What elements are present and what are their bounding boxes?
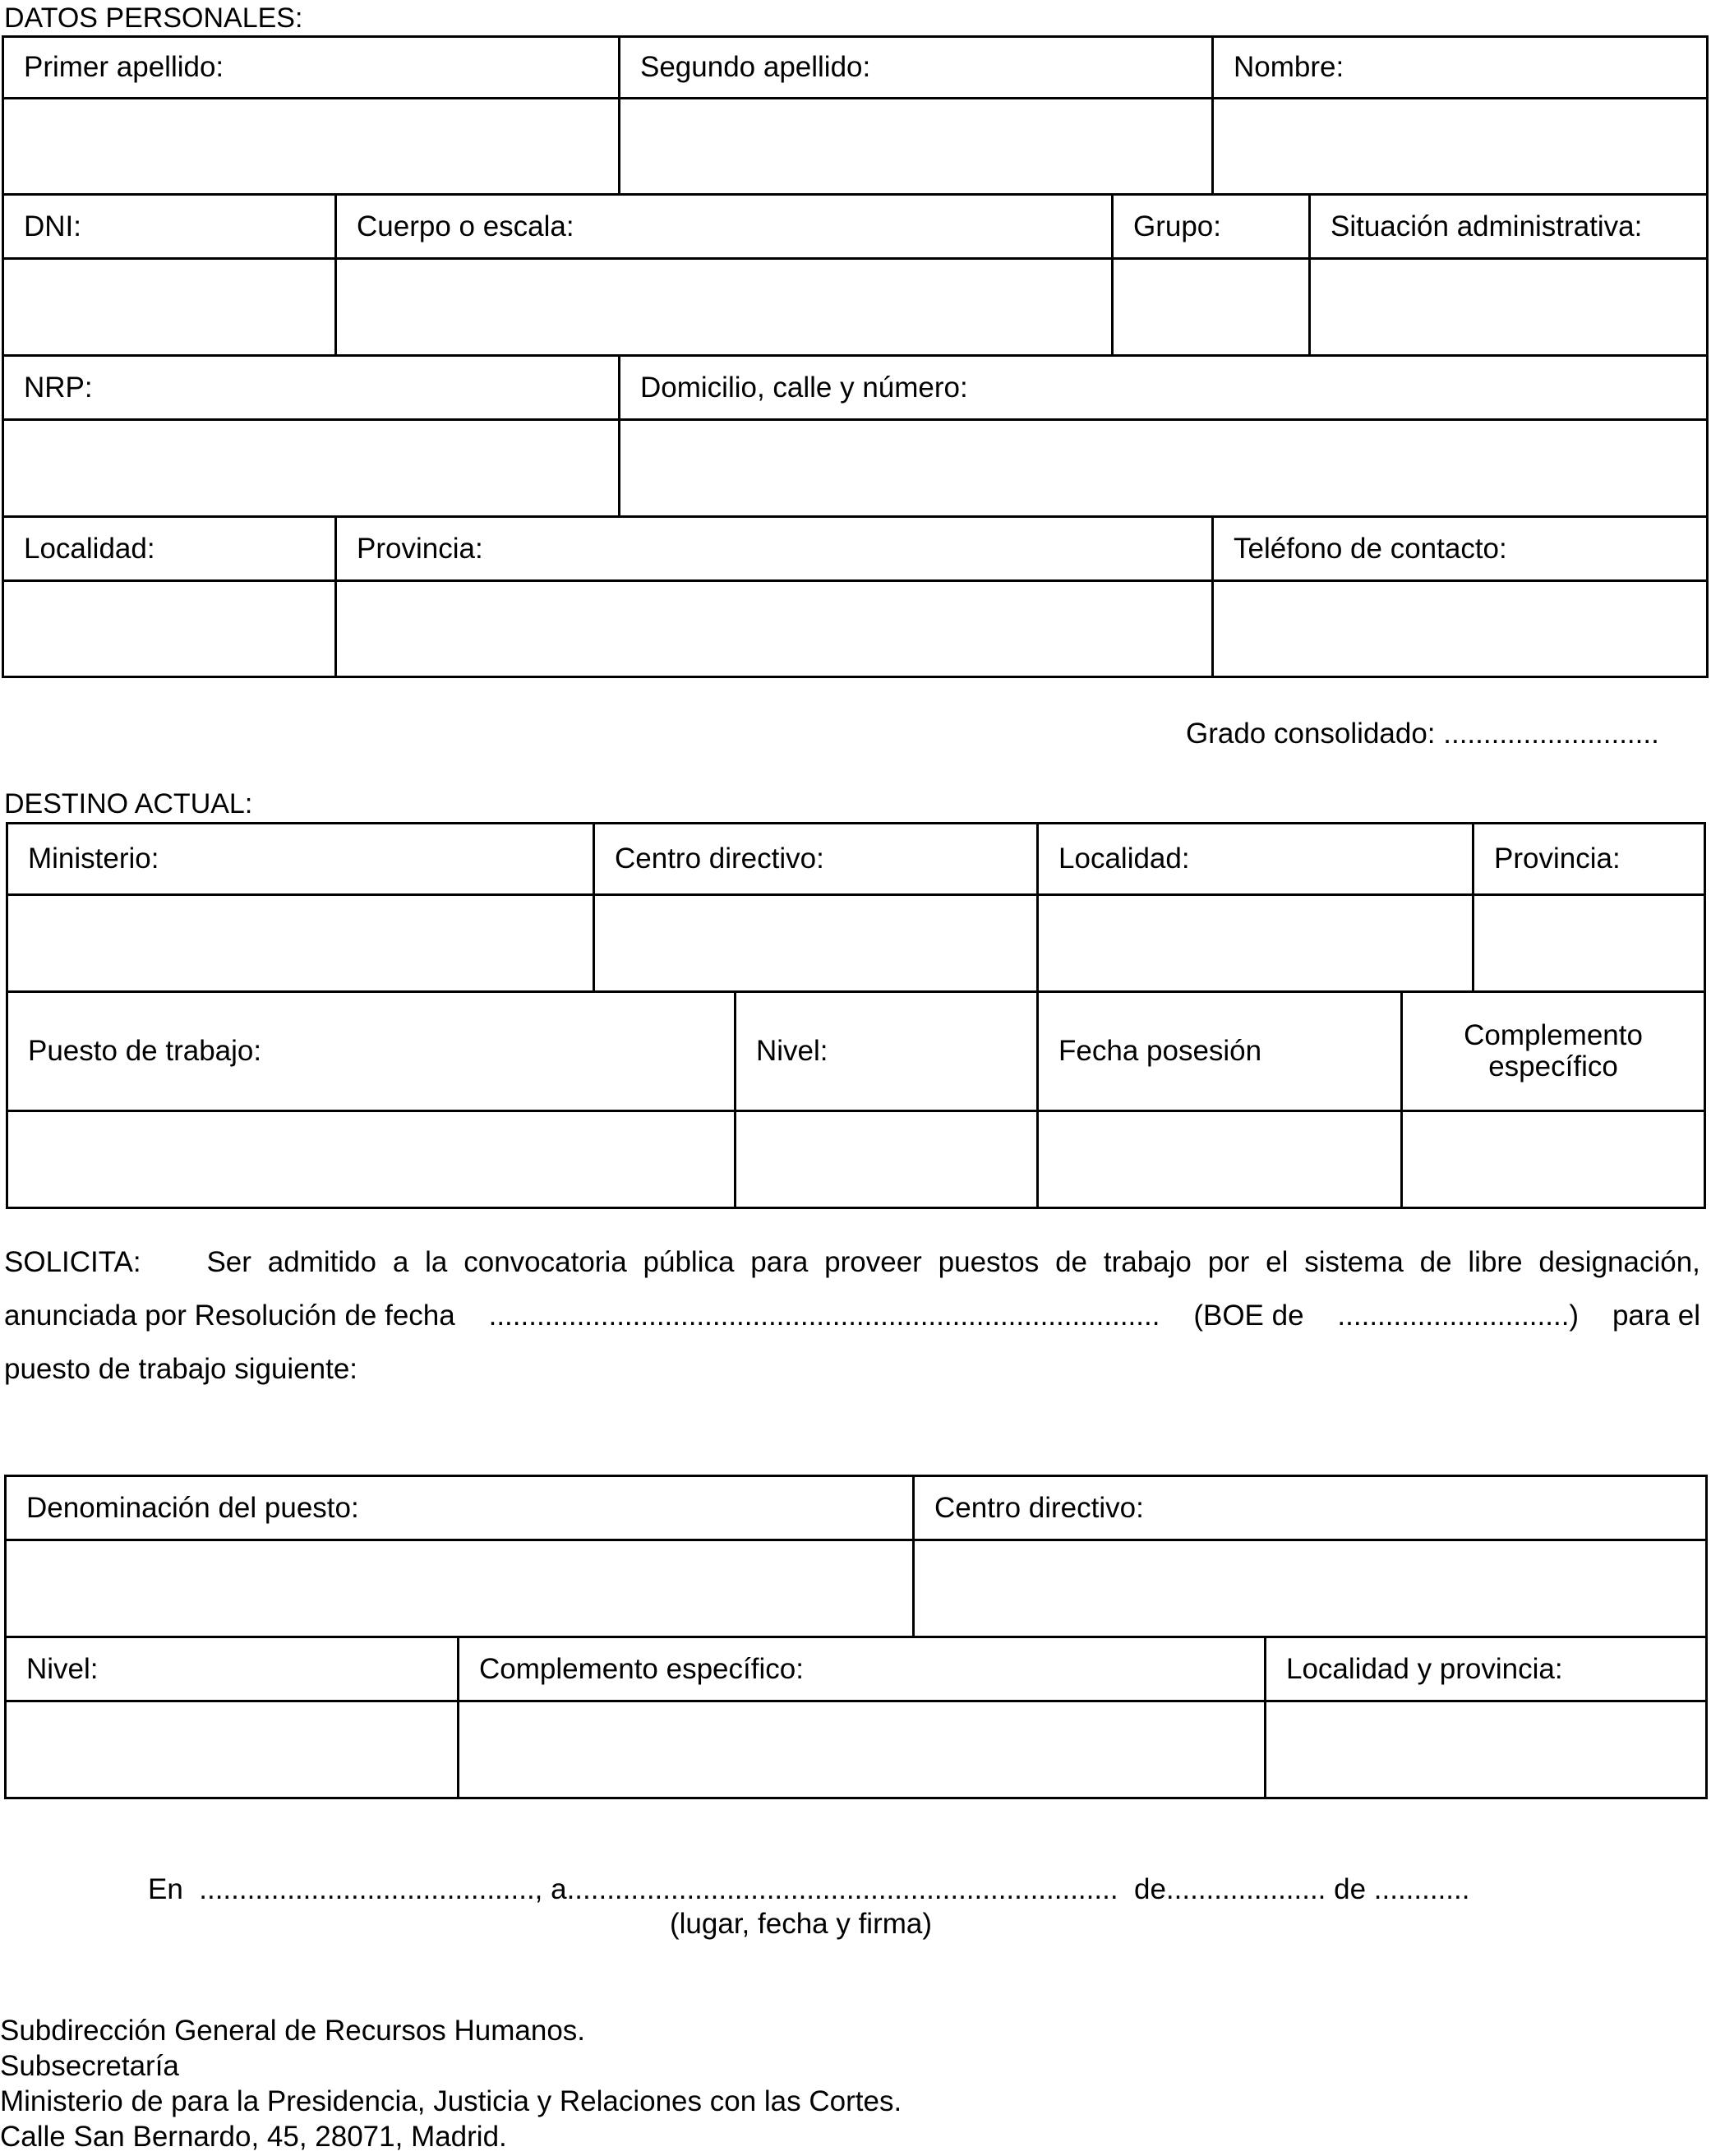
domicilio-field[interactable] xyxy=(620,420,1708,517)
para-el-text: para el xyxy=(1612,1300,1700,1332)
destinatario-line-1: Subdirección General de Recursos Humanos. xyxy=(0,2015,586,2047)
solicita-word: admitido xyxy=(267,1246,377,1278)
segundo-apellido-label: Segundo apellido: xyxy=(620,37,1213,99)
firma-caption: (lugar, fecha y firma) xyxy=(670,1908,932,1940)
solicita-word: puestos xyxy=(938,1246,1040,1278)
datos-personales-table xyxy=(2,35,1709,678)
centro-directivo-label: Centro directivo: xyxy=(594,824,1038,895)
localidad-label: Localidad: xyxy=(3,517,336,581)
complemento-especifico-destino-field[interactable] xyxy=(1402,1111,1705,1208)
nrp-label: NRP: xyxy=(3,356,620,420)
grupo-label: Grupo: xyxy=(1113,195,1310,259)
puesto-trabajo-label: Puesto de trabajo: xyxy=(7,992,736,1111)
nombre-label: Nombre: xyxy=(1213,37,1708,99)
cuerpo-escala-label: Cuerpo o escala: xyxy=(336,195,1113,259)
localidad-destino-field[interactable] xyxy=(1038,895,1473,992)
nrp-field[interactable] xyxy=(3,420,620,517)
solicita-word: trabajo xyxy=(1103,1246,1192,1278)
centro-directivo-puesto-field[interactable] xyxy=(914,1540,1707,1637)
solicita-line-3: puesto de trabajo siguiente: xyxy=(4,1353,358,1385)
solicita-line-1 xyxy=(4,1245,1700,1280)
nivel-puesto-field[interactable] xyxy=(6,1701,459,1798)
solicita-word: la xyxy=(425,1246,448,1278)
localidad-provincia-field[interactable] xyxy=(1266,1701,1707,1798)
complemento-especifico-puesto-label: Complemento específico: xyxy=(459,1637,1266,1701)
destinatario-line-3: Ministerio de para la Presidencia, Justicia y Relaciones con las Cortes. xyxy=(0,2085,902,2117)
provincia-destino-field[interactable] xyxy=(1473,895,1705,992)
centro-directivo-puesto-label: Centro directivo: xyxy=(914,1476,1707,1540)
localidad-destino-label: Localidad: xyxy=(1038,824,1473,895)
resolucion-fecha-dots: .................................................................................... xyxy=(488,1300,1160,1332)
grado-consolidado: Grado consolidado: ........................... xyxy=(1186,718,1659,750)
solicita-word: de xyxy=(1055,1246,1088,1278)
provincia-field[interactable] xyxy=(336,581,1213,677)
destinatario-line-4: Calle San Bernardo, 45, 28071, Madrid. xyxy=(0,2121,507,2153)
solicita-word: pública xyxy=(643,1246,735,1278)
solicita-word: libre xyxy=(1468,1246,1523,1278)
localidad-provincia-label: Localidad y provincia: xyxy=(1266,1637,1707,1701)
boe-dots: .............................) xyxy=(1337,1300,1580,1332)
solicita-word: designación, xyxy=(1538,1246,1700,1278)
domicilio-label: Domicilio, calle y número: xyxy=(620,356,1708,420)
firma-line: En .........................................., a..................................................................... de.................... de ............ xyxy=(148,1873,1470,1905)
boe-text: (BOE de xyxy=(1193,1300,1304,1332)
solicita-word: a xyxy=(392,1246,409,1278)
nombre-field[interactable] xyxy=(1213,99,1708,195)
grupo-field[interactable] xyxy=(1113,259,1310,356)
solicita-word: de xyxy=(1419,1246,1452,1278)
nivel-puesto-label: Nivel: xyxy=(6,1637,459,1701)
dni-label: DNI: xyxy=(3,195,336,259)
complemento-line-2: específico xyxy=(1488,1050,1618,1083)
primer-apellido-field[interactable] xyxy=(3,99,620,195)
solicita-word: sistema xyxy=(1304,1246,1404,1278)
solicita-resolucion-text: anunciada por Resolución de fecha xyxy=(4,1300,455,1332)
fecha-posesion-label: Fecha posesión xyxy=(1038,992,1402,1111)
centro-directivo-field[interactable] xyxy=(594,895,1038,992)
fecha-posesion-field[interactable] xyxy=(1038,1111,1402,1208)
puesto-trabajo-field[interactable] xyxy=(7,1111,736,1208)
complemento-especifico-puesto-field[interactable] xyxy=(459,1701,1266,1798)
ministerio-label: Ministerio: xyxy=(7,824,594,895)
dni-field[interactable] xyxy=(3,259,336,356)
nivel-destino-field[interactable] xyxy=(736,1111,1038,1208)
telefono-field[interactable] xyxy=(1213,581,1708,677)
denominacion-puesto-label: Denominación del puesto: xyxy=(6,1476,914,1540)
ministerio-field[interactable] xyxy=(7,895,594,992)
solicita-label: SOLICITA: xyxy=(4,1246,141,1278)
segundo-apellido-field[interactable] xyxy=(620,99,1213,195)
destinatario-line-2: Subsecretaría xyxy=(0,2050,179,2082)
destino-actual-table xyxy=(6,822,1706,1209)
nivel-destino-label: Nivel: xyxy=(736,992,1038,1111)
section-title-destino-actual: DESTINO ACTUAL: xyxy=(4,788,253,819)
solicita-word: proveer xyxy=(824,1246,922,1278)
complemento-line-1: Complemento xyxy=(1464,1019,1643,1051)
situacion-administrativa-label: Situación administrativa: xyxy=(1310,195,1708,259)
primer-apellido-label: Primer apellido: xyxy=(3,37,620,99)
localidad-field[interactable] xyxy=(3,581,336,677)
solicita-word: por xyxy=(1207,1246,1250,1278)
situacion-administrativa-field[interactable] xyxy=(1310,259,1708,356)
puesto-solicitado-table xyxy=(4,1475,1708,1799)
solicita-line-2 xyxy=(4,1299,1700,1333)
denominacion-puesto-field[interactable] xyxy=(6,1540,914,1637)
section-title-datos-personales: DATOS PERSONALES: xyxy=(4,2,303,34)
complemento-especifico-destino-label xyxy=(1402,992,1705,1111)
cuerpo-escala-field[interactable] xyxy=(336,259,1113,356)
provincia-destino-label: Provincia: xyxy=(1473,824,1705,895)
provincia-label: Provincia: xyxy=(336,517,1213,581)
solicita-word: el xyxy=(1266,1246,1289,1278)
solicita-word: Ser xyxy=(206,1246,251,1278)
telefono-label: Teléfono de contacto: xyxy=(1213,517,1708,581)
solicita-word: convocatoria xyxy=(463,1246,627,1278)
solicita-word: para xyxy=(750,1246,809,1278)
